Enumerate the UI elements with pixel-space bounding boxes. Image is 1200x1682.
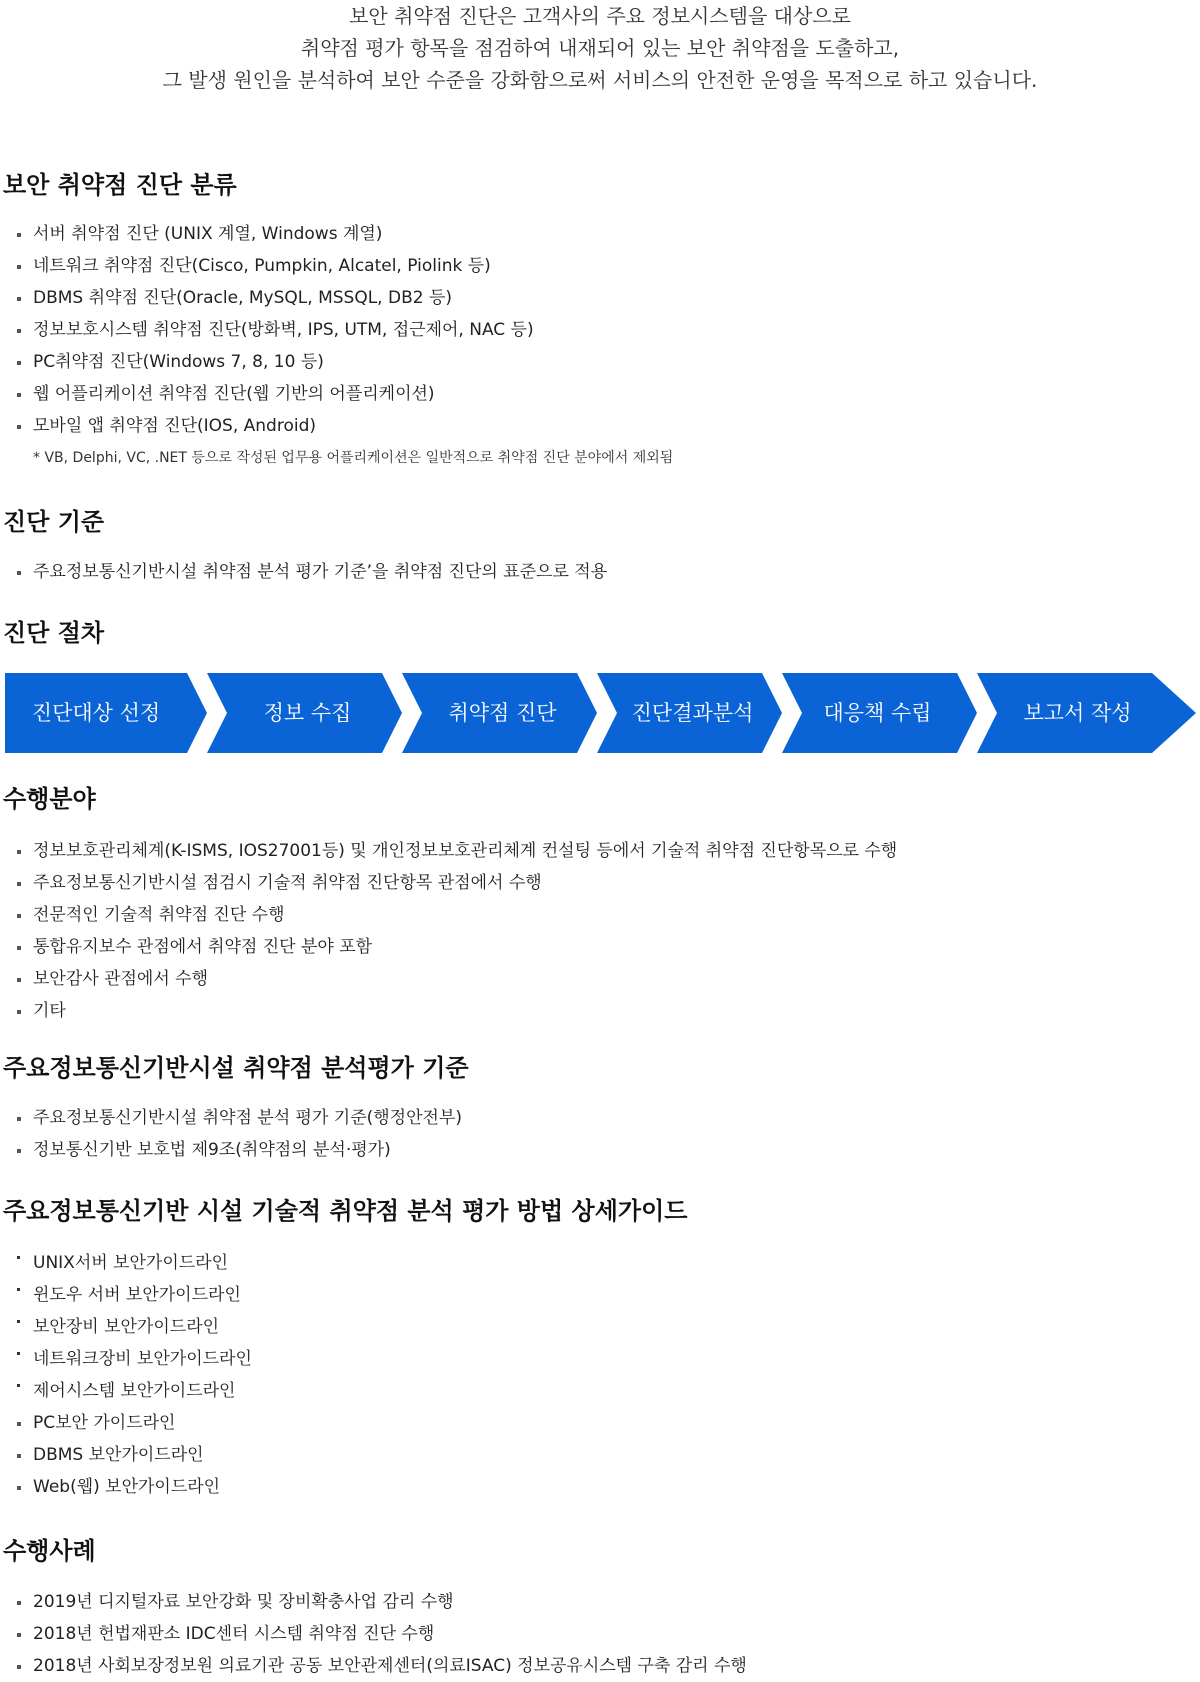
step-label: 대응책 수립 [823, 701, 932, 725]
list-item: 네트워크장비 보안가이드라인 [13, 1343, 252, 1375]
intro-line: 그 발생 원인을 분석하여 보안 수준을 강화함으로써 서비스의 안전한 운영을 목적으로 하고 있습니다. [162, 68, 1038, 92]
list-item: 정보보호관리체계(K-ISMS, IOS27001등) 및 개인정보보호관리체계 컨설팅 등에서 기술적 취약점 진단항목으로 수행 [13, 835, 897, 867]
intro-line: 보안 취약점 진단은 고객사의 주요 정보시스템을 대상으로 [349, 4, 851, 28]
criteria-title: 진단 기준 [3, 508, 105, 536]
list-item: 전문적인 기술적 취약점 진단 수행 [13, 899, 897, 931]
classification-note: * VB, Delphi, VC, .NET 등으로 작성된 업무용 어플리케이션은 일반적으로 취약점 진단 분야에서 제외됨 [33, 450, 674, 466]
guide-list-a [13, 1247, 252, 1407]
list-item: 서버 취약점 진단 (UNIX 계열, Windows 계열) [13, 218, 534, 250]
list-item: 정보보호시스템 취약점 진단(방화벽, IPS, UTM, 접근제어, NAC 등) [13, 314, 534, 346]
list-item: 기타 [13, 995, 897, 1027]
intro-line: 취약점 평가 항목을 점검하여 내재되어 있는 보안 취약점을 도출하고, [300, 36, 900, 60]
classification-list [13, 218, 534, 442]
cases-list [13, 1586, 747, 1682]
list-item: PC보안 가이드라인 [13, 1407, 220, 1439]
list-item: UNIX서버 보안가이드라인 [13, 1247, 252, 1279]
list-item: 윈도우 서버 보안가이드라인 [13, 1279, 252, 1311]
standard-list [13, 1102, 462, 1166]
fields-title: 수행분야 [3, 785, 96, 813]
list-item: 2018년 사회보장정보원 의료기관 공동 보안관제센터(의료ISAC) 정보공유시스템 구축 감리 수행 [13, 1650, 747, 1682]
criteria-list [13, 556, 607, 588]
list-item: 제어시스템 보안가이드라인 [13, 1375, 252, 1407]
list-item: 네트워크 취약점 진단(Cisco, Pumpkin, Alcatel, Piolink 등) [13, 250, 534, 282]
list-item: DBMS 보안가이드라인 [13, 1439, 220, 1471]
list-item: 통합유지보수 관점에서 취약점 진단 분야 포함 [13, 931, 897, 963]
step-label: 취약점 진단 [448, 701, 557, 725]
guide-title: 주요정보통신기반 시설 기술적 취약점 분석 평가 방법 상세가이드 [3, 1197, 688, 1225]
procedure-flow [0, 673, 1200, 753]
list-item: 주요정보통신기반시설 취약점 분석 평가 기준(행정안전부) [13, 1102, 462, 1134]
list-item: 2019년 디지털자료 보안강화 및 장비확충사업 감리 수행 [13, 1586, 747, 1618]
step-label: 정보 수집 [263, 701, 352, 725]
cases-title: 수행사례 [3, 1537, 96, 1565]
list-item: PC취약점 진단(Windows 7, 8, 10 등) [13, 346, 534, 378]
list-item: Web(웹) 보안가이드라인 [13, 1471, 220, 1503]
list-item: DBMS 취약점 진단(Oracle, MySQL, MSSQL, DB2 등) [13, 282, 534, 314]
standard-title: 주요정보통신기반시설 취약점 분석평가 기준 [3, 1054, 469, 1082]
list-item: 2018년 헌법재판소 IDC센터 시스템 취약점 진단 수행 [13, 1618, 747, 1650]
fields-list [13, 835, 897, 1027]
step-label: 진단결과분석 [631, 701, 754, 725]
step-label: 보고서 작성 [1023, 701, 1132, 725]
list-item: 주요정보통신기반시설 취약점 분석 평가 기준’을 취약점 진단의 표준으로 적용 [13, 556, 607, 588]
list-item: 보안감사 관점에서 수행 [13, 963, 897, 995]
list-item: 정보통신기반 보호법 제9조(취약점의 분석·평가) [13, 1134, 462, 1166]
classification-title: 보안 취약점 진단 분류 [3, 171, 237, 199]
guide-list-b [13, 1407, 220, 1503]
list-item: 보안장비 보안가이드라인 [13, 1311, 252, 1343]
intro-text [0, 0, 1200, 96]
list-item: 웹 어플리케이션 취약점 진단(웹 기반의 어플리케이션) [13, 378, 534, 410]
step-label: 진단대상 선정 [31, 701, 161, 725]
list-item: 모바일 앱 취약점 진단(IOS, Android) [13, 410, 534, 442]
procedure-title: 진단 절차 [3, 619, 105, 647]
list-item: 주요정보통신기반시설 점검시 기술적 취약점 진단항목 관점에서 수행 [13, 867, 897, 899]
